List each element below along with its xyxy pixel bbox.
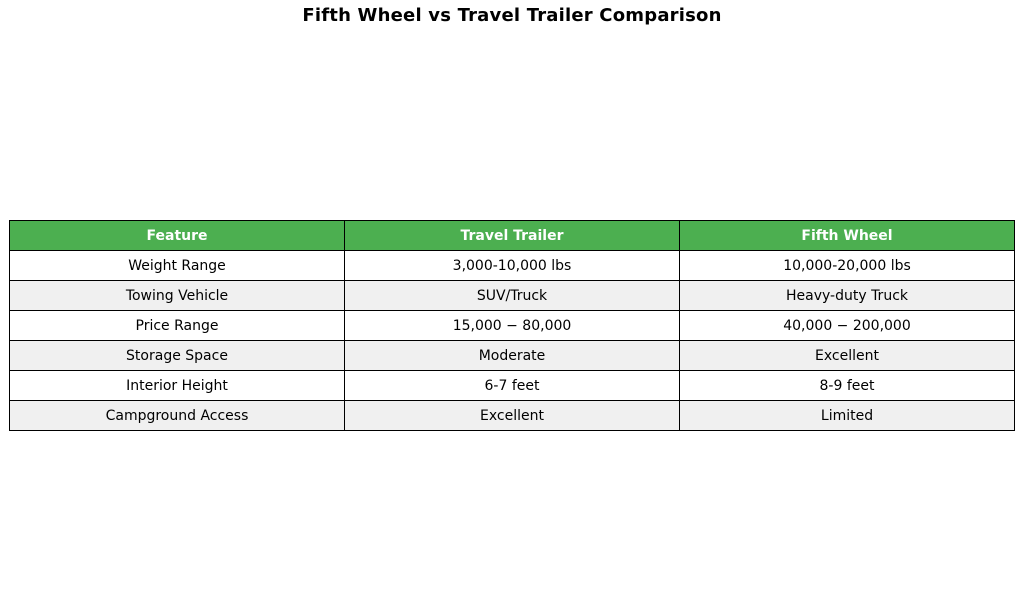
travel-trailer-cell: Excellent <box>345 401 680 431</box>
fifth-wheel-cell: Heavy-duty Truck <box>680 281 1015 311</box>
fifth-wheel-cell: 40,000 − 200,000 <box>680 311 1015 341</box>
table-row <box>10 371 1015 401</box>
feature-cell: Interior Height <box>10 371 345 401</box>
fifth-wheel-cell: 8-9 feet <box>680 371 1015 401</box>
travel-trailer-cell: 15,000 − 80,000 <box>345 311 680 341</box>
travel-trailer-cell: SUV/Truck <box>345 281 680 311</box>
table-row <box>10 401 1015 431</box>
column-header-fifth-wheel: Fifth Wheel <box>680 221 1015 251</box>
column-header-feature: Feature <box>10 221 345 251</box>
table-row <box>10 341 1015 371</box>
feature-cell: Price Range <box>10 311 345 341</box>
travel-trailer-cell: 3,000-10,000 lbs <box>345 251 680 281</box>
fifth-wheel-cell: 10,000-20,000 lbs <box>680 251 1015 281</box>
feature-cell: Campground Access <box>10 401 345 431</box>
chart-title: Fifth Wheel vs Travel Trailer Comparison <box>302 5 722 26</box>
table-header-row <box>10 221 1015 251</box>
travel-trailer-cell: Moderate <box>345 341 680 371</box>
fifth-wheel-cell: Excellent <box>680 341 1015 371</box>
comparison-table <box>9 220 1015 431</box>
table-row <box>10 311 1015 341</box>
feature-cell: Weight Range <box>10 251 345 281</box>
table-row <box>10 281 1015 311</box>
feature-cell: Storage Space <box>10 341 345 371</box>
feature-cell: Towing Vehicle <box>10 281 345 311</box>
fifth-wheel-cell: Limited <box>680 401 1015 431</box>
column-header-travel-trailer: Travel Trailer <box>345 221 680 251</box>
travel-trailer-cell: 6-7 feet <box>345 371 680 401</box>
table-row <box>10 251 1015 281</box>
